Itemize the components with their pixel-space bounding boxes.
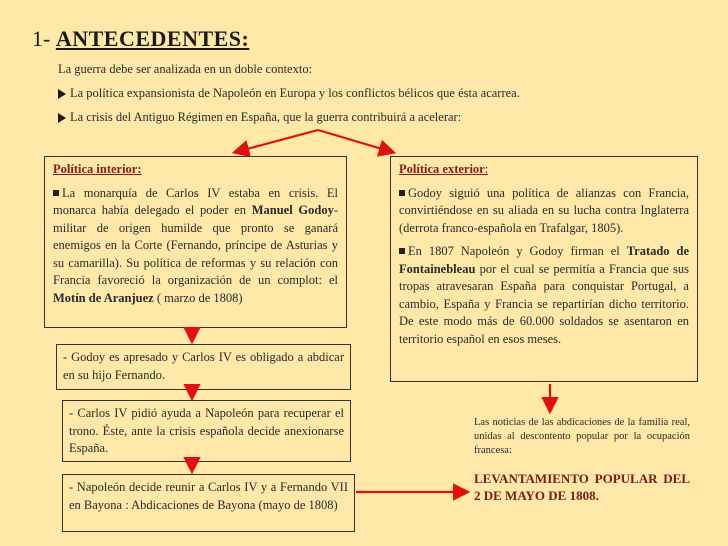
tratado-name: Tratado de Fontainebleau <box>399 244 690 276</box>
motin-name: Motín de Aranjuez <box>53 290 154 305</box>
noticias-text: Las noticias de las abdicaciones de la familia real, unidas al descontento popular por la ocupación francesa: <box>474 417 690 456</box>
exterior-b1-text: Godoy siguió una política de alianzas con Francia, convirtiéndose en su aliada en su lucha contra Inglaterra (derrota franco-española en Trafalgar, 1805). <box>399 185 689 235</box>
step-text-1: - Godoy es apresado y Carlos IV es obligado a abdicar en su hijo Fernando. <box>63 350 344 382</box>
intro-text: La guerra debe ser analizada en un doble contexto: <box>58 62 313 76</box>
arrow-to-interior <box>236 130 318 152</box>
interior-p3: ( marzo de 1808) <box>156 290 243 305</box>
step-text-3: - Napoleón decide reunir a Carlos IV y a Fernando VII en Bayona : Abdicaciones de Bayona (mayo de 1808) <box>69 480 348 512</box>
arrow-to-exterior <box>318 130 392 152</box>
interior-heading: Política interior: <box>53 162 142 176</box>
title-number: 1- <box>32 26 51 51</box>
godoy-name: Manuel Godoy <box>251 203 334 217</box>
bullet-text: La política expansionista de Napoleón en Europa y los conflictos bélicos que ésta acarrea. <box>70 86 520 100</box>
title-text: ANTECEDENTES: <box>55 26 250 51</box>
exterior-heading-colon: : <box>484 162 489 176</box>
exterior-heading-text: Política exterior <box>399 162 485 176</box>
levantamiento-text: LEVANTAMIENTO POPULAR DEL 2 DE MAYO DE 1808. <box>474 471 690 503</box>
interior-p1: La monarquía de Carlos IV estaba en crisis. El monarca había delegado el poder en <box>53 185 338 217</box>
exterior-b2-a: En 1807 Napoleón y Godoy firman el <box>408 244 620 258</box>
bullet-text: La crisis del Antiguo Régimen en España, que la guerra contribuirá a acelerar: <box>70 110 462 124</box>
step-text-2: - Carlos IV pidió ayuda a Napoleón para recuperar el trono. Éste, ante la crisis española decide anexionarse España. <box>69 406 344 455</box>
exterior-b2-b: por el cual se permitía a Francia que sus tropas atravesaran España para conquistar Portugal, a cambio, España y Francia se repartirían dicho territorio. De este modo más de 60.000 soldados se asentaron en territorio español en esos meses. <box>399 261 689 346</box>
interior-p2: - militar de origen humilde que pronto se ganará enemigos en la Corte (Fernando, príncipe de Asturias y su camarilla). Su política de reformas y su relación con Francia favoreció la organización de un complot: el <box>53 203 338 287</box>
